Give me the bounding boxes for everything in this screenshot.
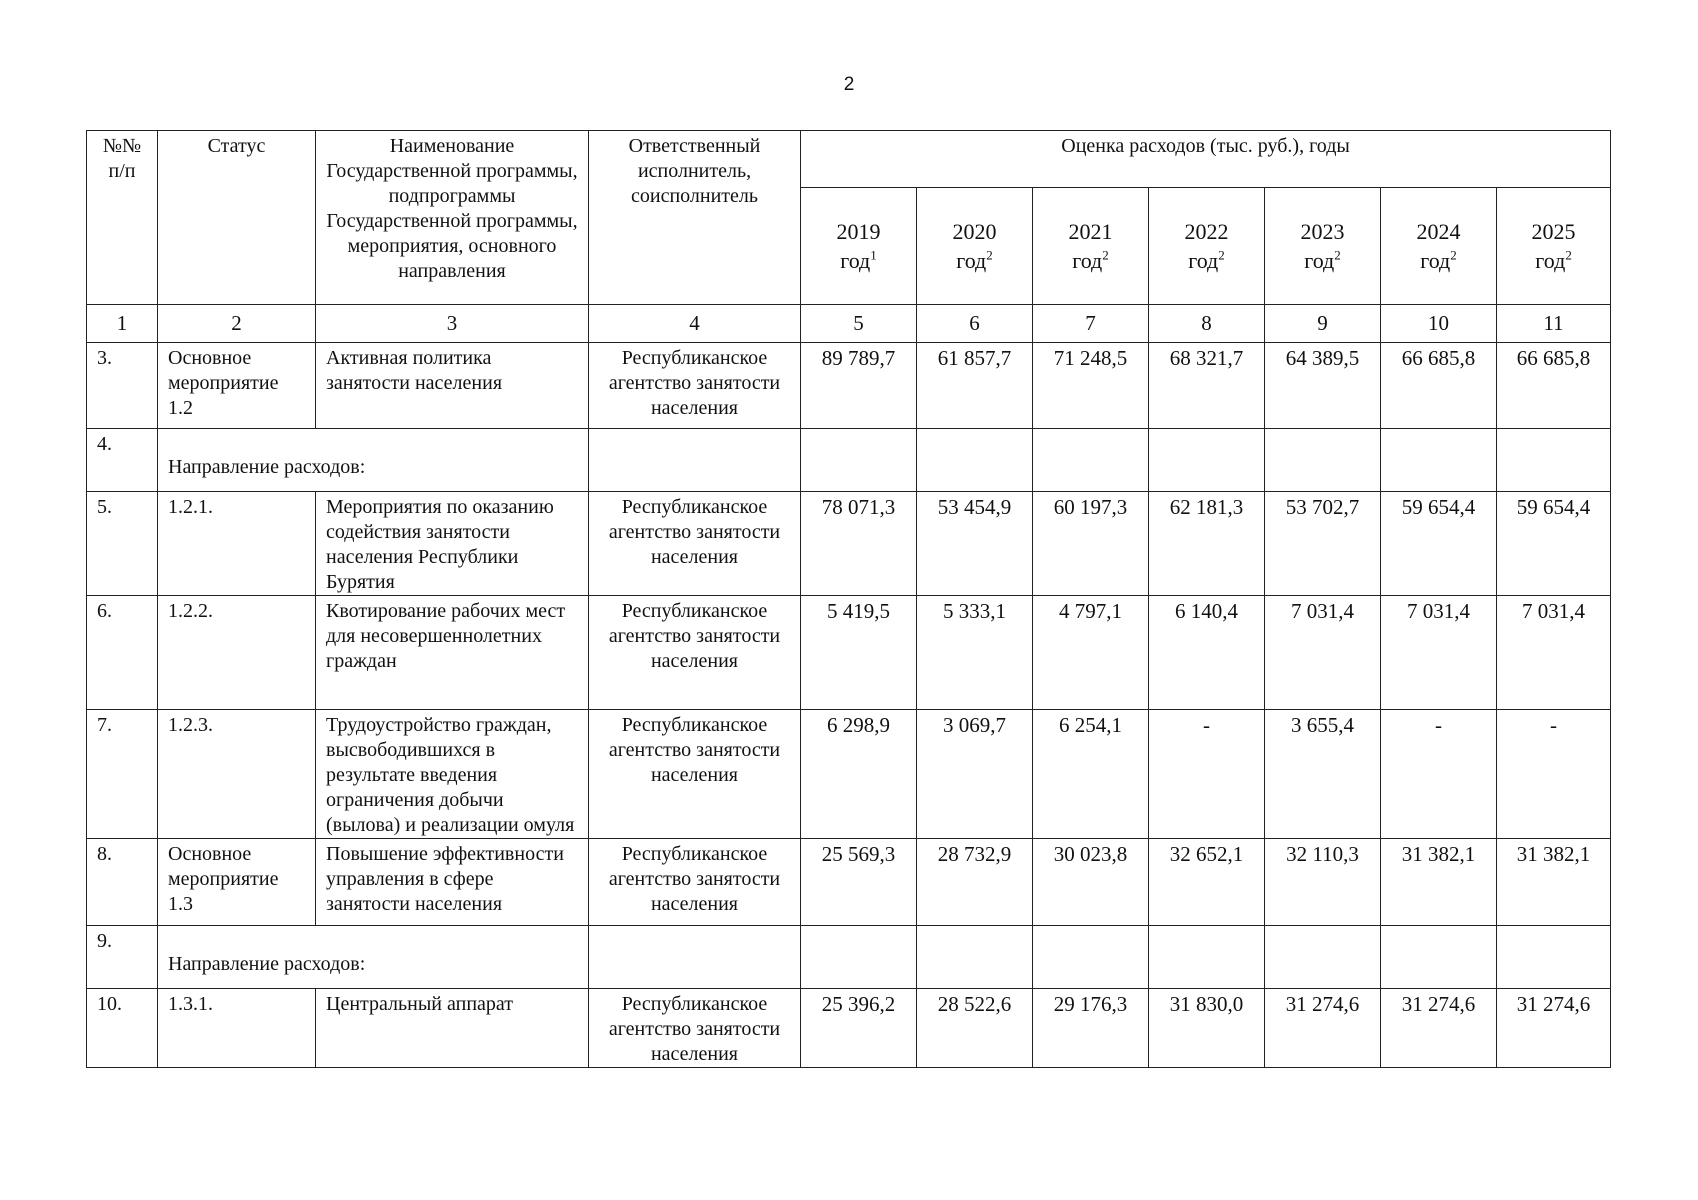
row-number: 8. xyxy=(87,839,158,926)
cost-value: 66 685,8 xyxy=(1497,343,1611,429)
cost-value: 25 569,3 xyxy=(801,839,917,926)
year-value: 2019 xyxy=(836,219,881,244)
year-suffix: год xyxy=(840,248,871,273)
cost-value: 31 274,6 xyxy=(1381,989,1497,1068)
year-value: 2020 xyxy=(952,219,997,244)
table-row xyxy=(87,596,1611,710)
year-header-2021 xyxy=(1033,188,1149,305)
year-value: 2023 xyxy=(1300,219,1345,244)
column-number: 9 xyxy=(1265,305,1381,343)
year-header-2020 xyxy=(917,188,1033,305)
table-row xyxy=(87,343,1611,429)
row-responsible: Республиканское агентство занятости населения xyxy=(589,710,801,839)
cost-value: 89 789,7 xyxy=(801,343,917,429)
year-suffix: год xyxy=(1535,248,1566,273)
empty-cell xyxy=(589,429,801,492)
cost-value: 31 274,6 xyxy=(1265,989,1381,1068)
empty-cell xyxy=(589,926,801,989)
empty-cell xyxy=(1265,429,1381,492)
cost-value: 3 069,7 xyxy=(917,710,1033,839)
row-responsible: Республиканское агентство занятости населения xyxy=(589,839,801,926)
footnote-mark: 1 xyxy=(870,247,877,263)
header-row xyxy=(87,131,1611,188)
table-row xyxy=(87,926,1611,989)
year-header-2022 xyxy=(1149,188,1265,305)
header-responsible: Ответственный исполнитель, соисполнитель xyxy=(589,131,801,305)
table-row xyxy=(87,710,1611,839)
row-status: Основное мероприятие 1.3 xyxy=(158,839,316,926)
cost-value: 31 274,6 xyxy=(1497,989,1611,1068)
cost-value: 28 522,6 xyxy=(917,989,1033,1068)
cost-value: 32 110,3 xyxy=(1265,839,1381,926)
row-status: 1.2.3. xyxy=(158,710,316,839)
row-responsible: Республиканское агентство занятости населения xyxy=(589,989,801,1068)
row-name: Активная политика занятости населения xyxy=(316,343,589,429)
footnote-mark: 2 xyxy=(1218,247,1225,263)
header-status: Статус xyxy=(158,131,316,305)
year-header-2023 xyxy=(1265,188,1381,305)
cost-value: - xyxy=(1149,710,1265,839)
header-costs: Оценка расходов (тыс. руб.), годы xyxy=(801,131,1611,188)
footnote-mark: 2 xyxy=(1334,247,1341,263)
empty-cell xyxy=(1497,429,1611,492)
empty-cell xyxy=(1381,926,1497,989)
row-number: 6. xyxy=(87,596,158,710)
row-number: 7. xyxy=(87,710,158,839)
cost-value: 62 181,3 xyxy=(1149,492,1265,596)
direction-label: Направление расходов: xyxy=(158,429,589,492)
cost-value: 3 655,4 xyxy=(1265,710,1381,839)
year-value: 2024 xyxy=(1416,219,1461,244)
cost-value: 60 197,3 xyxy=(1033,492,1149,596)
column-number: 4 xyxy=(589,305,801,343)
cost-value: 53 454,9 xyxy=(917,492,1033,596)
table-row xyxy=(87,492,1611,596)
cost-value: 66 685,8 xyxy=(1381,343,1497,429)
cost-value: 7 031,4 xyxy=(1381,596,1497,710)
year-suffix: год xyxy=(1188,248,1219,273)
column-number: 8 xyxy=(1149,305,1265,343)
page-number: 2 xyxy=(843,74,855,95)
year-suffix: год xyxy=(1304,248,1335,273)
row-status: 1.2.1. xyxy=(158,492,316,596)
empty-cell xyxy=(801,429,917,492)
row-name: Мероприятия по оказанию содействия занятости населения Республики Бурятия xyxy=(316,492,589,596)
budget-table xyxy=(86,130,1611,1068)
column-numbers-row xyxy=(87,305,1611,343)
header-name: Наименование Государственной программы, подпрограммы Государственной программы, мероприятия, основного направления xyxy=(316,131,589,305)
empty-cell xyxy=(917,429,1033,492)
row-name: Центральный аппарат xyxy=(316,989,589,1068)
row-name: Квотирование рабочих мест для несовершеннолетних граждан xyxy=(316,596,589,710)
table-row xyxy=(87,839,1611,926)
cost-value: 6 298,9 xyxy=(801,710,917,839)
cost-value: 25 396,2 xyxy=(801,989,917,1068)
cost-value: 4 797,1 xyxy=(1033,596,1149,710)
table-row xyxy=(87,989,1611,1068)
row-number: 5. xyxy=(87,492,158,596)
row-responsible: Республиканское агентство занятости населения xyxy=(589,492,801,596)
row-number: 3. xyxy=(87,343,158,429)
year-value: 2021 xyxy=(1068,219,1113,244)
column-number: 1 xyxy=(87,305,158,343)
row-responsible: Республиканское агентство занятости населения xyxy=(589,596,801,710)
column-number: 7 xyxy=(1033,305,1149,343)
cost-value: 7 031,4 xyxy=(1265,596,1381,710)
year-header-2019 xyxy=(801,188,917,305)
row-status: 1.3.1. xyxy=(158,989,316,1068)
row-number: 10. xyxy=(87,989,158,1068)
cost-value: 71 248,5 xyxy=(1033,343,1149,429)
column-number: 6 xyxy=(917,305,1033,343)
cost-value: 78 071,3 xyxy=(801,492,917,596)
cost-value: - xyxy=(1497,710,1611,839)
row-name: Повышение эффективности управления в сфере занятости населения xyxy=(316,839,589,926)
empty-cell xyxy=(801,926,917,989)
cost-value: 31 382,1 xyxy=(1381,839,1497,926)
column-number: 3 xyxy=(316,305,589,343)
empty-cell xyxy=(1149,429,1265,492)
cost-value: 64 389,5 xyxy=(1265,343,1381,429)
empty-cell xyxy=(1265,926,1381,989)
cost-value: 59 654,4 xyxy=(1381,492,1497,596)
cost-value: 61 857,7 xyxy=(917,343,1033,429)
cost-value: 7 031,4 xyxy=(1497,596,1611,710)
year-header-2025 xyxy=(1497,188,1611,305)
cost-value: 6 140,4 xyxy=(1149,596,1265,710)
cost-value: 53 702,7 xyxy=(1265,492,1381,596)
empty-cell xyxy=(917,926,1033,989)
footnote-mark: 2 xyxy=(1102,247,1109,263)
row-name: Трудоустройство граждан, высвободившихся в результате введения ограничения добычи (вылова) и реализации омуля xyxy=(316,710,589,839)
empty-cell xyxy=(1497,926,1611,989)
cost-value: 68 321,7 xyxy=(1149,343,1265,429)
year-suffix: год xyxy=(1072,248,1103,273)
cost-value: 30 023,8 xyxy=(1033,839,1149,926)
column-number: 2 xyxy=(158,305,316,343)
column-number: 10 xyxy=(1381,305,1497,343)
cost-value: 6 254,1 xyxy=(1033,710,1149,839)
year-header-2024 xyxy=(1381,188,1497,305)
cost-value: 5 419,5 xyxy=(801,596,917,710)
footnote-mark: 2 xyxy=(986,247,993,263)
cost-value: 31 382,1 xyxy=(1497,839,1611,926)
row-number: 9. xyxy=(87,926,158,989)
year-suffix: год xyxy=(956,248,987,273)
cost-value: 32 652,1 xyxy=(1149,839,1265,926)
empty-cell xyxy=(1033,429,1149,492)
header-num: №№ п/п xyxy=(87,131,158,305)
row-responsible: Республиканское агентство занятости населения xyxy=(589,343,801,429)
table-body xyxy=(87,131,1611,1068)
empty-cell xyxy=(1149,926,1265,989)
year-suffix: год xyxy=(1420,248,1451,273)
year-value: 2025 xyxy=(1531,219,1576,244)
direction-label: Направление расходов: xyxy=(158,926,589,989)
column-number: 5 xyxy=(801,305,917,343)
footnote-mark: 2 xyxy=(1565,247,1572,263)
cost-value: 29 176,3 xyxy=(1033,989,1149,1068)
row-status: 1.2.2. xyxy=(158,596,316,710)
footnote-mark: 2 xyxy=(1450,247,1457,263)
cost-value: 5 333,1 xyxy=(917,596,1033,710)
column-number: 11 xyxy=(1497,305,1611,343)
empty-cell xyxy=(1033,926,1149,989)
row-status: Основное мероприятие 1.2 xyxy=(158,343,316,429)
year-value: 2022 xyxy=(1184,219,1229,244)
cost-value: 28 732,9 xyxy=(917,839,1033,926)
empty-cell xyxy=(1381,429,1497,492)
table-row xyxy=(87,429,1611,492)
cost-value: - xyxy=(1381,710,1497,839)
cost-value: 31 830,0 xyxy=(1149,989,1265,1068)
cost-value: 59 654,4 xyxy=(1497,492,1611,596)
row-number: 4. xyxy=(87,429,158,492)
